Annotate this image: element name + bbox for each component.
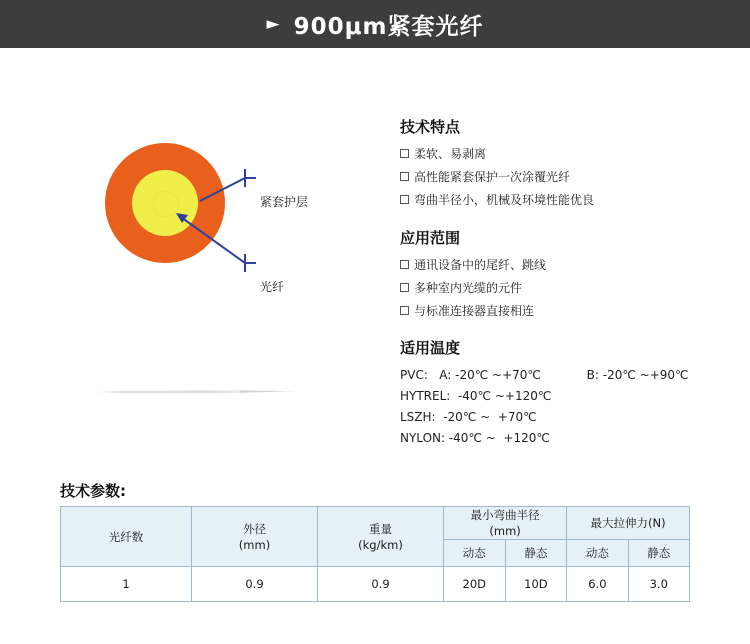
label-tight-buffer: 紧套护层 [260,195,309,209]
header-outer-diameter-line2: (mm) [238,537,271,552]
cell-weight: 0.9 [318,567,444,602]
header-weight-line2: (kg/km) [358,537,403,552]
checkbox-icon [400,283,409,292]
checkbox-icon [400,195,409,204]
feature-item [400,146,730,162]
header-outer-diameter [192,507,318,567]
cell-bend-dynamic: 20D [444,567,506,602]
checkbox-icon [400,260,409,269]
cell-bend-static: 10D [505,567,567,602]
feature-item [400,192,730,208]
page-title: 900μm紧套光纤 [293,13,484,40]
applications-heading: 应用范围 [400,228,461,247]
checkbox-icon [400,306,409,315]
feature-text: 高性能紧套保护一次涂覆光纤 [414,170,571,185]
header-bend-dynamic: 动态 [444,540,506,567]
header-tensile-static: 静态 [628,540,689,567]
header-weight-line1: 重量 [369,521,392,536]
header-outer-diameter-line1: 外径 [243,521,266,536]
header-weight [318,507,444,567]
specifications-column [400,116,730,450]
application-text: 多种室内光缆的元件 [414,280,523,295]
header-min-bend-radius [444,507,567,540]
feature-item [400,169,730,185]
parameters-table-wrapper [60,506,690,602]
header-min-bend-line2: (mm) [489,524,521,539]
content-area [0,48,750,468]
leader-lines-icon [60,123,390,373]
header-bend-static: 静态 [505,540,567,567]
label-optical-fiber: 光纤 [260,280,285,294]
header-min-bend-line1: 最小弯曲半径 [470,508,540,522]
triangle-right-icon: ► [266,13,280,34]
feature-text: 柔软、易剥离 [414,147,487,161]
temperature-line: LSZH: -20℃ ~ +70℃ [400,409,537,424]
header-tensile-dynamic: 动态 [567,540,628,567]
feature-text: 弯曲半径小，机械及环境性能优良 [414,193,595,208]
parameters-title: 技术参数: [60,482,126,500]
application-item [400,280,730,296]
cell-tensile-dynamic: 6.0 [567,567,628,602]
application-text: 通讯设备中的尾纤、跳线 [414,257,547,272]
fiber-cross-section-diagram [60,123,390,433]
checkbox-icon [400,172,409,181]
application-text: 与标准连接器直接相连 [414,303,535,318]
temperature-line: PVC: A: -20℃ ~+70℃ B: -20℃ ~+90℃ [400,368,689,383]
header-max-tensile: 最大拉伸力(N) [567,507,690,540]
checkbox-icon [400,149,409,158]
temperature-line: NYLON: -40℃ ~ +120℃ [400,430,550,445]
cable-strand-illustration [90,388,340,396]
cell-tensile-static: 3.0 [628,567,689,602]
parameters-table [60,506,690,602]
application-item [400,303,730,319]
application-item [400,257,730,273]
temperature-heading: 适用温度 [400,339,461,358]
table-header-row [61,507,690,540]
page-header [0,0,750,48]
header-fiber-count: 光纤数 [61,507,192,567]
temperature-line: HYTREL: -40℃ ~+120℃ [400,388,552,403]
table-row [61,567,690,602]
cell-outer-diameter: 0.9 [192,567,318,602]
cell-fiber-count: 1 [61,567,192,602]
features-heading: 技术特点 [400,118,461,136]
